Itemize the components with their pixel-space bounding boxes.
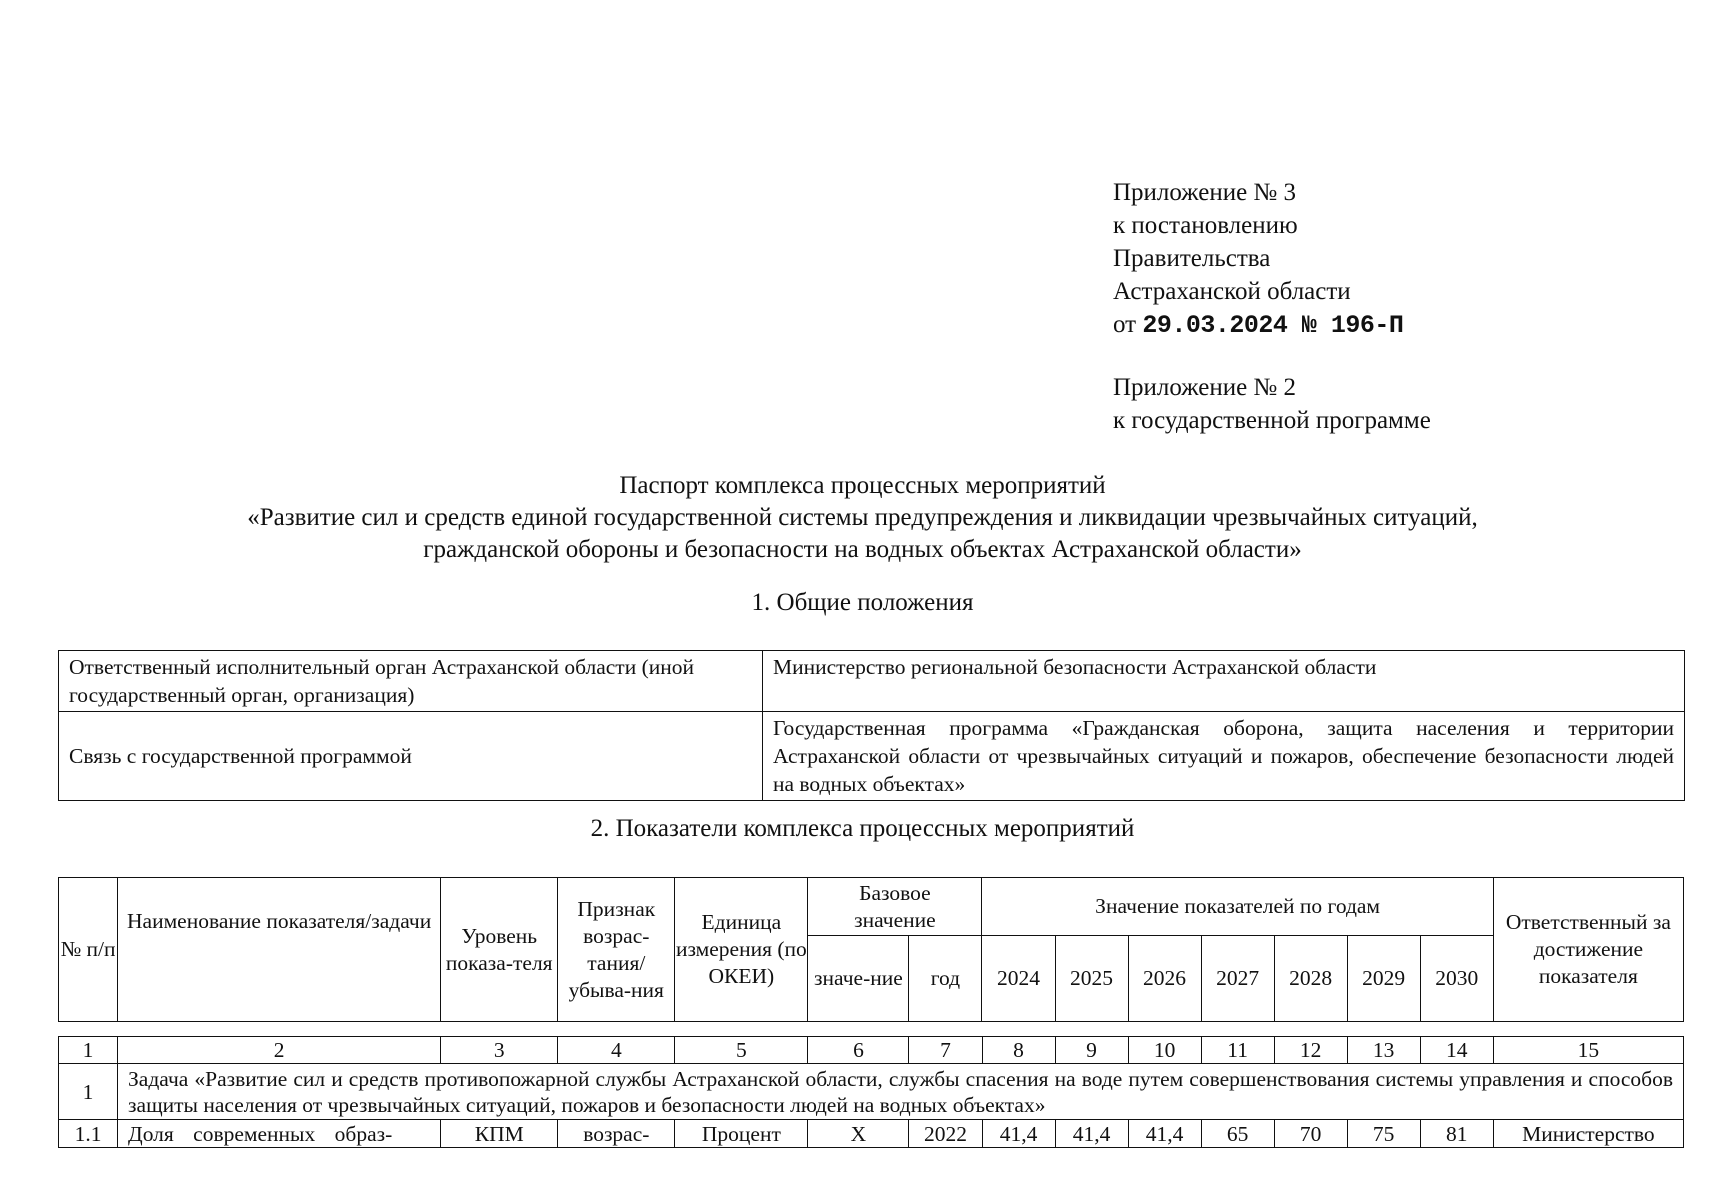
header-base-year: год	[909, 936, 982, 1022]
column-number: 3	[441, 1037, 558, 1064]
indicator-num: 1.1	[59, 1120, 118, 1148]
header-num: № п/п	[59, 878, 118, 1022]
column-number: 10	[1128, 1037, 1201, 1064]
annex-2-header	[1113, 371, 1431, 437]
title-line-3: гражданской обороны и безопасности на водных объектах Астраханской области»	[423, 536, 1302, 563]
annex-2-line-1: Приложение № 2	[1113, 374, 1297, 401]
annex-3-line-2: к постановлению	[1113, 212, 1298, 239]
column-number: 8	[982, 1037, 1055, 1064]
header-responsible: Ответственный за достижение показателя	[1493, 878, 1683, 1022]
annex-3-date-prefix: от	[1113, 311, 1137, 338]
annex-2-line-2: к государственной программе	[1113, 407, 1431, 434]
header-year: 2024	[982, 936, 1055, 1022]
indicator-value: 65	[1201, 1120, 1274, 1148]
annex-3-line-1: Приложение № 3	[1113, 179, 1297, 206]
task-row	[59, 1064, 1684, 1120]
general-label: Связь с государственной программой	[59, 712, 763, 801]
indicator-level: КПМ	[441, 1120, 558, 1148]
header-year: 2029	[1347, 936, 1420, 1022]
column-number: 14	[1420, 1037, 1493, 1064]
section-1-heading: 1. Общие положения	[751, 589, 974, 616]
column-number: 2	[118, 1037, 441, 1064]
column-numbering-row	[59, 1037, 1684, 1064]
indicators-table-header	[58, 877, 1684, 1022]
annex-3-line-3: Правительства	[1113, 245, 1271, 272]
column-number: 12	[1274, 1037, 1347, 1064]
document-title	[0, 470, 1725, 566]
indicator-trend: возрас-	[558, 1120, 675, 1148]
header-year: 2025	[1055, 936, 1128, 1022]
indicators-table-body	[58, 1036, 1684, 1148]
general-value: Государственная программа «Гражданская оборона, защита населения и территории Астраханской области от чрезвычайных ситуаций и пожаров, обеспечение безопасности людей на водных объектах»	[763, 712, 1685, 801]
header-year: 2030	[1420, 936, 1493, 1022]
general-value: Министерство региональной безопасности Астраханской области	[763, 651, 1685, 712]
column-number: 13	[1347, 1037, 1420, 1064]
indicator-value: 75	[1347, 1120, 1420, 1148]
table-row	[59, 1120, 1684, 1148]
table-row	[59, 712, 1685, 801]
column-number: 7	[909, 1037, 982, 1064]
column-number: 5	[675, 1037, 808, 1064]
header-year: 2027	[1201, 936, 1274, 1022]
indicator-value: 41,4	[982, 1120, 1055, 1148]
header-trend: Признак возрас-тания/ убыва-ния	[558, 878, 675, 1022]
header-base: Базовое значение	[808, 878, 982, 936]
title-line-2: «Развитие сил и средств единой государственной системы предупреждения и ликвидации чрезвычайных ситуаций,	[247, 504, 1478, 531]
annex-3-header	[1113, 176, 1403, 342]
indicator-value: 70	[1274, 1120, 1347, 1148]
column-number: 15	[1493, 1037, 1683, 1064]
section-2-heading: 2. Показатели комплекса процессных мероприятий	[590, 815, 1135, 842]
header-by-years: Значение показателей по годам	[982, 878, 1493, 936]
column-number: 9	[1055, 1037, 1128, 1064]
indicator-value: 81	[1420, 1120, 1493, 1148]
header-base-value: значе-ние	[808, 936, 909, 1022]
task-text: Задача «Развитие сил и средств противопожарной службы Астраханской области, службы спасения на воде путем совершенствования системы управления и способов защиты населения от чрезвычайных ситуаций, пожаров и безопасности людей на водных объектах»	[118, 1064, 1684, 1120]
column-number: 4	[558, 1037, 675, 1064]
table-row	[59, 651, 1685, 712]
header-year: 2026	[1128, 936, 1201, 1022]
general-provisions-table	[58, 650, 1685, 801]
indicator-unit: Процент	[675, 1120, 808, 1148]
indicator-value: 41,4	[1055, 1120, 1128, 1148]
indicator-base-value: Х	[808, 1120, 909, 1148]
task-num: 1	[59, 1064, 118, 1120]
header-level: Уровень показа-теля	[441, 878, 558, 1022]
header-unit: Единица измерения (по ОКЕИ)	[675, 878, 808, 1022]
header-year: 2028	[1274, 936, 1347, 1022]
column-number: 11	[1201, 1037, 1274, 1064]
indicator-name: Доля современных образ-	[118, 1120, 441, 1148]
general-label: Ответственный исполнительный орган Астраханской области (иной государственный орган, организация)	[59, 651, 763, 712]
indicator-value: 41,4	[1128, 1120, 1201, 1148]
title-line-1: Паспорт комплекса процессных мероприятий	[619, 472, 1106, 499]
indicator-responsible: Министерство	[1493, 1120, 1683, 1148]
header-name: Наименование показателя/задачи	[118, 878, 441, 1022]
column-number: 1	[59, 1037, 118, 1064]
annex-3-date-line	[1113, 308, 1403, 342]
annex-3-line-4: Астраханской области	[1113, 278, 1351, 305]
indicator-base-year: 2022	[909, 1120, 982, 1148]
column-number: 6	[808, 1037, 909, 1064]
decree-date-number: 29.03.2024 № 196-П	[1142, 311, 1404, 340]
